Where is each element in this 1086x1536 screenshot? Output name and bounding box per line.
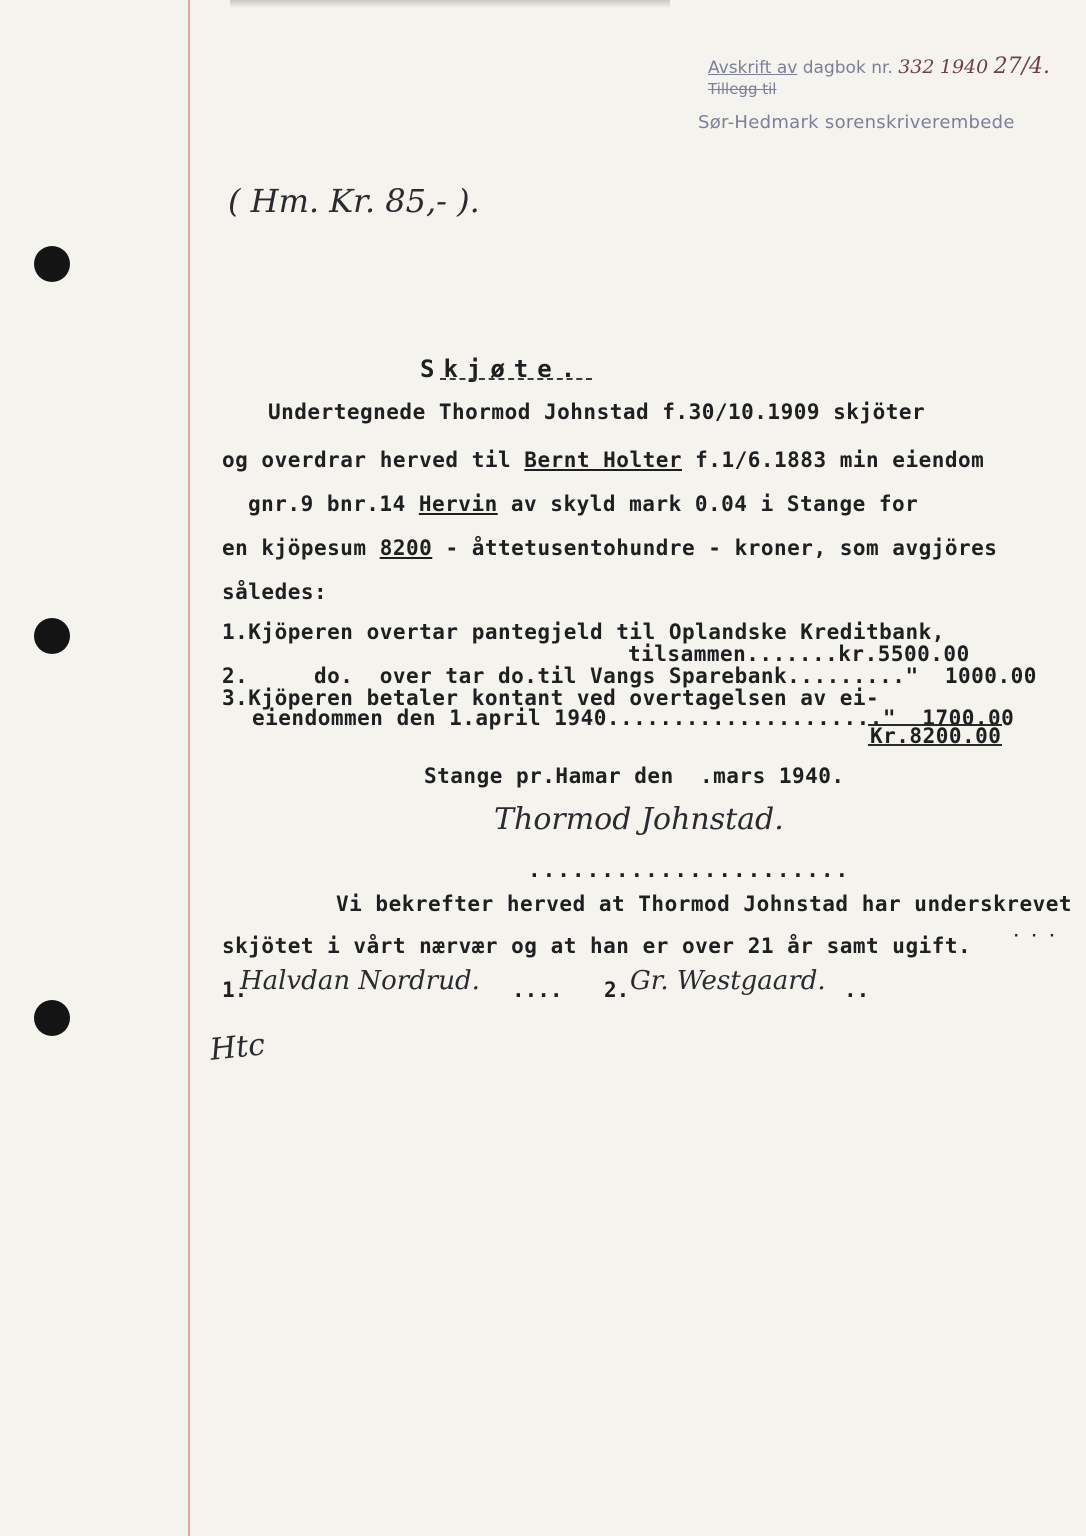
buyer-name: Bernt Holter (524, 448, 683, 472)
title-underline (440, 378, 592, 380)
punch-hole-middle (34, 618, 70, 654)
stamp-tillegg: Tillegg til (708, 80, 777, 98)
stamp-year: 1940 (939, 56, 989, 78)
witness-line-2: skjötet i vårt nærvær og at han er over 21 år samt ugift. (222, 934, 972, 958)
body-line-3: gnr.9 bnr.14 Hervin av skyld mark 0.04 i Stange for (248, 492, 919, 516)
body-line-4: en kjöpesum 8200 - åttetusentohundre - kroner, som avgjöres (222, 536, 998, 560)
margin-mark: · · · (1012, 928, 1057, 944)
item-3-line-b: eiendommen den 1.april 1940....................." 1700.00 (252, 706, 1015, 730)
item-1-line-b: tilsammen.......kr.5500.00 (628, 642, 970, 666)
witness-1-number: 1. (222, 978, 248, 1002)
item-1-line-a: 1.Kjöperen overtar pantegjeld til Oplandske Kreditbank, (222, 620, 945, 644)
stamp-office: Sør-Hedmark sorenskriverembede (698, 112, 1015, 133)
property-name: Hervin (418, 492, 498, 516)
total-rule (868, 744, 1002, 746)
witness-1-dots: .... (512, 978, 563, 1002)
place-date: Stange pr.Hamar den .mars 1940. (424, 764, 845, 788)
witness-1-signature: Halvdan Nordrud. (240, 966, 480, 996)
handwritten-fee-note: ( Hm. Kr. 85,- ). (228, 182, 480, 220)
seller-signature: Thormod Johnstad. (494, 802, 784, 837)
stamp-dagbok-number: 332 (898, 56, 935, 78)
item-2-line: 2. do. over tar do.til Vangs Sparebank........." 1000.00 (222, 664, 1037, 688)
stamp-avskrift: Avskrift av (708, 58, 798, 78)
document-title: Skjøte. (420, 355, 585, 383)
signature-dotted-line: ...................... (528, 858, 851, 882)
item-3-line-a: 3.Kjöperen betaler kontant ved overtagelsen av ei- (222, 686, 880, 710)
witness-line-1: Vi bekrefter herved at Thormod Johnstad har underskrevet (336, 892, 1073, 916)
body-line-5: således: (222, 580, 328, 604)
punch-hole-bottom (34, 1000, 70, 1036)
witness-2-dots: .. (844, 978, 870, 1002)
witness-2-signature: Gr. Westgaard. (630, 966, 826, 996)
handwritten-initials: Htc (208, 1027, 267, 1068)
purchase-sum: 8200 (379, 536, 433, 560)
total-amount: Kr.8200.00 (870, 724, 1002, 748)
body-line-1: Undertegnede Thormod Johnstad f.30/10.1909 skjöter (268, 400, 926, 424)
body-line-2: og overdrar herved til Bernt Holter f.1/6.1883 min eiendom (222, 448, 985, 472)
stamp-dagbok-label: dagbok nr. (802, 58, 893, 78)
punch-hole-top (34, 246, 70, 282)
scan-top-edge (230, 0, 670, 8)
margin-line (188, 0, 190, 1536)
stamp-date-note: 27/4. (993, 54, 1051, 79)
witness-2-number: 2. (604, 978, 630, 1002)
